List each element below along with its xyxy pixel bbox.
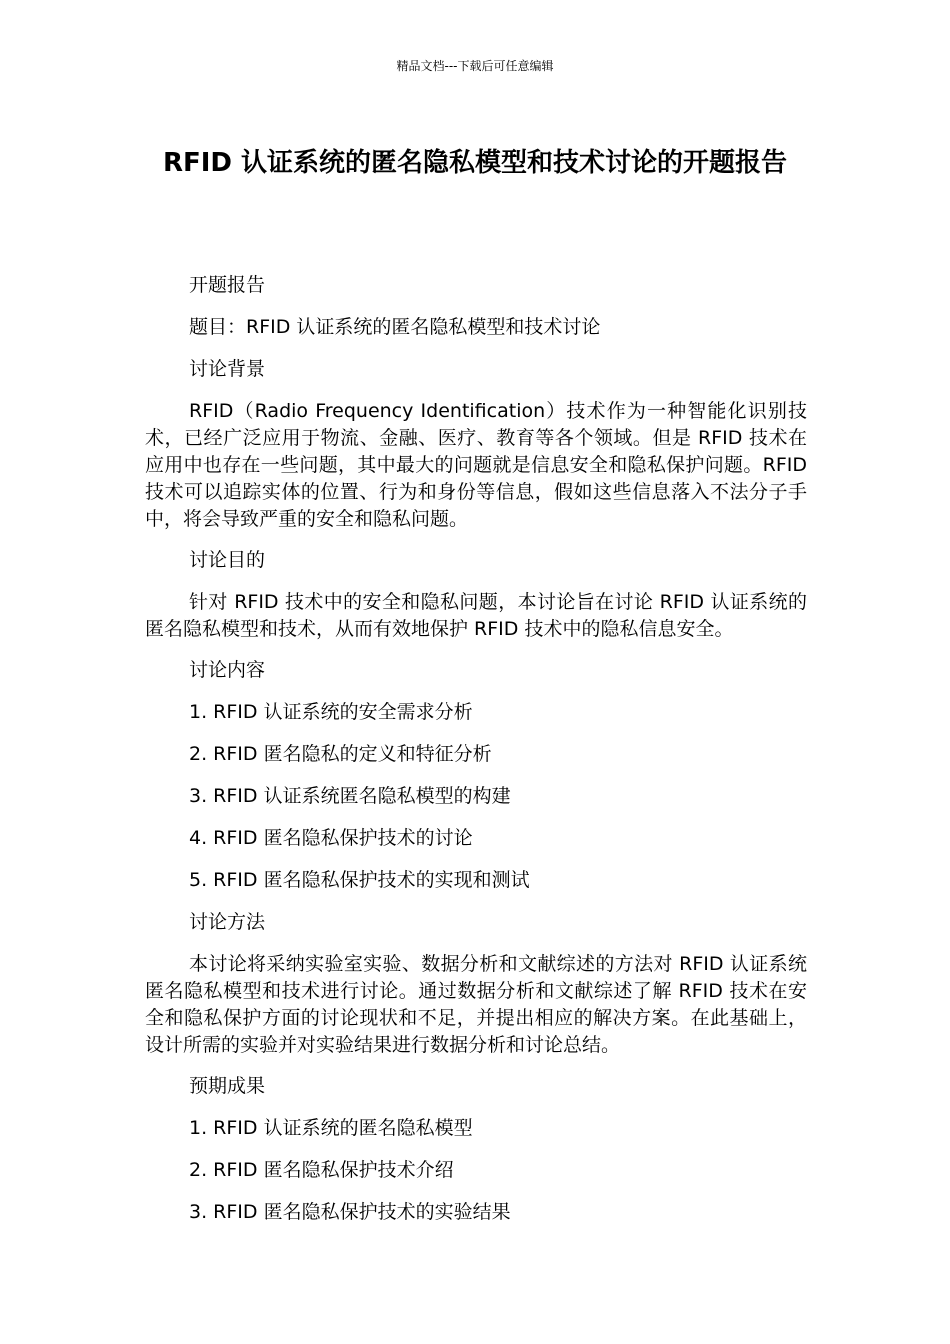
header-note: 精品文档---下载后可任意编辑 [396, 59, 554, 73]
content-heading: 讨论内容 [189, 659, 266, 681]
content-item: 1. RFID 认证系统的安全需求分析 [189, 701, 473, 723]
purpose-paragraph: 针对 RFID 技术中的安全和隐私问题，本讨论旨在讨论 RFID 认证系统的匿名隐私模型和技术，从而有效地保护 RFID 技术中的隐私信息安全。 [145, 591, 807, 640]
content-item: 5. RFID 匿名隐私保护技术的实现和测试 [189, 869, 530, 891]
purpose-heading: 讨论目的 [189, 549, 266, 571]
method-heading: 讨论方法 [189, 911, 266, 933]
document-body [145, 272, 807, 1241]
background-heading: 讨论背景 [189, 358, 266, 380]
results-item: 2. RFID 匿名隐私保护技术介绍 [189, 1159, 454, 1181]
topic-line: 题目：RFID 认证系统的匿名隐私模型和技术讨论 [189, 316, 601, 338]
method-paragraph: 本讨论将采纳实验室实验、数据分析和文献综述的方法对 RFID 认证系统匿名隐私模型和技术进行讨论。通过数据分析和文献综述了解 RFID 技术在安全和隐私保护方面的讨论现状和不足，并提出相应的解决方案。在此基础上，设计所需的实验并对实验结果进行数据分析和讨论总结。 [145, 953, 807, 1056]
content-item: 2. RFID 匿名隐私的定义和特征分析 [189, 743, 492, 765]
content-item: 4. RFID 匿名隐私保护技术的讨论 [189, 827, 473, 849]
results-item: 1. RFID 认证系统的匿名隐私模型 [189, 1117, 473, 1139]
report-label: 开题报告 [189, 274, 266, 296]
results-heading: 预期成果 [189, 1075, 266, 1097]
background-paragraph: RFID（Radio Frequency Identification）技术作为一种智能化识别技术，已经广泛应用于物流、金融、医疗、教育等各个领域。但是 RFID 技术在应用中也存在一些问题，其中最大的问题就是信息安全和隐私保护问题。RFID 技术可以追踪实体的位置、行为和身份等信息，假如这些信息落入不法分子手中，将会导致严重的安全和隐私问题。 [145, 400, 807, 530]
document-title: RFID 认证系统的匿名隐私模型和技术讨论的开题报告 [162, 148, 788, 178]
results-item: 3. RFID 匿名隐私保护技术的实验结果 [189, 1201, 511, 1223]
content-item: 3. RFID 认证系统匿名隐私模型的构建 [189, 785, 511, 807]
